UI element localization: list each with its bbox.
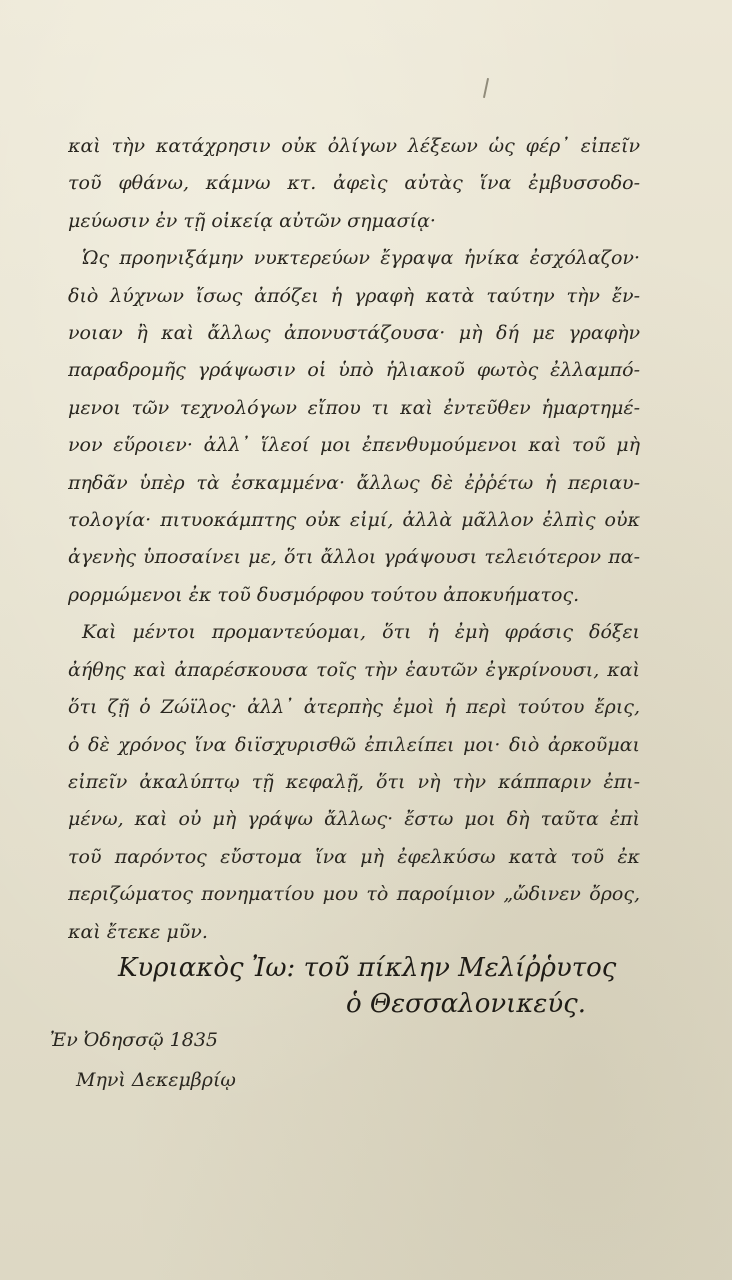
text-line: μεύωσιν ἐν τῇ οἰκείᾳ αὐτῶν σημασίᾳ· — [68, 209, 436, 232]
text-line: ὅτι ζῇ ὁ Ζώϊλος· ἀλλ᾿ ἀτερπὴς ἐμοὶ ἡ περὶ τούτου ἔρις, — [68, 696, 640, 719]
signature-block — [118, 950, 648, 1022]
text-line: Ὡς προηνιξάμην νυκτερεύων ἔγραψα ἡνίκα ἐσχόλαζον· — [82, 247, 640, 270]
text-line: νοιαν ἢ καὶ ἄλλως ἀπονυστάζουσα· μὴ δή με γραφὴν — [68, 322, 640, 345]
text-line: μενοι τῶν τεχνολόγων εἴπου τι καὶ ἐντεῦθεν ἡμαρτημέ- — [68, 396, 640, 419]
page-mark — [483, 78, 489, 98]
dateline-place-year: Ἐν Ὀδησσῷ 1835 — [50, 1029, 219, 1051]
text-line: ὁ δὲ χρόνος ἵνα διϊσχυρισθῶ ἐπιλείπει μοι· διὸ ἀρκοῦμαι — [68, 733, 640, 756]
text-line: Καὶ μέντοι προμαντεύομαι, ὅτι ἡ ἐμὴ φράσις δόξει — [82, 621, 640, 644]
author-origin: ὁ Θεσσαλονικεύς. — [346, 989, 587, 1019]
body-text — [68, 128, 640, 951]
text-line: ρορμώμενοι ἐκ τοῦ δυσμόρφου τούτου ἀποκυήματος. — [68, 583, 580, 606]
text-line: διὸ λύχνων ἴσως ἀπόζει ἡ γραφὴ κατὰ ταύτην τὴν ἔν- — [68, 284, 640, 307]
text-line: τοῦ παρόντος εὔστομα ἵνα μὴ ἐφελκύσω κατὰ τοῦ ἐκ — [68, 845, 640, 868]
text-line: περιζώματος πονηματίου μου τὸ παροίμιον „ὤδινεν ὄρος, — [68, 883, 640, 906]
text-line: εἰπεῖν ἀκαλύπτῳ τῇ κεφαλῇ, ὅτι νὴ τὴν κάππαριν ἐπι- — [68, 770, 640, 793]
text-line: τοῦ φθάνω, κάμνω κτ. ἀφεὶς αὐτὰς ἵνα ἐμβυσσοδο- — [68, 172, 640, 195]
text-line: πηδᾶν ὑπὲρ τὰ ἐσκαμμένα· ἄλλως δὲ ἐῤῥέτω ἡ περιαυ- — [68, 471, 640, 494]
dateline — [50, 1020, 236, 1100]
dateline-month: Μηνὶ Δεκεμβρίῳ — [76, 1069, 236, 1091]
author-name: Κυριακὸς Ἰω: τοῦ πίκλην Μελίῤῥυτος — [118, 953, 617, 983]
text-line: καὶ ἔτεκε μῦν. — [68, 920, 208, 943]
text-line: ἀγενὴς ὑποσαίνει με, ὅτι ἄλλοι γράψουσι τελειότερον πα- — [68, 546, 640, 569]
text-line: νον εὕροιεν· ἀλλ᾿ ἵλεοί μοι ἐπενθυμούμενοι καὶ τοῦ μὴ — [68, 434, 640, 457]
text-line: καὶ τὴν κατάχρησιν οὐκ ὀλίγων λέξεων ὡς φέρ᾿ εἰπεῖν — [68, 135, 640, 157]
text-line: παραδρομῆς γράψωσιν οἱ ὑπὸ ἡλιακοῦ φωτὸς ἐλλαμπό- — [68, 359, 640, 382]
text-line: μένω, καὶ οὐ μὴ γράψω ἄλλως· ἔστω μοι δὴ ταῦτα ἐπὶ — [68, 808, 640, 831]
text-line: τολογία· πιτυοκάμπτης οὐκ εἰμί, ἀλλὰ μᾶλλον ἐλπὶς οὐκ — [68, 509, 640, 532]
text-line: ἀήθης καὶ ἀπαρέσκουσα τοῖς τὴν ἑαυτῶν ἐγκρίνουσι, καὶ — [68, 658, 640, 681]
